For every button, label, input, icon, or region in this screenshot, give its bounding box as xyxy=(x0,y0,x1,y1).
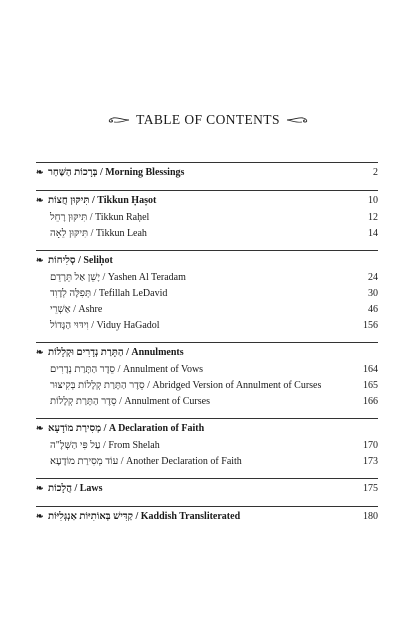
toc-entry-label: יָשֵׁן אַל תֵּרָדֵם / Yashen Al Teradam xyxy=(50,272,186,283)
toc-entry-label: תְּפִלָּה לְדָוִד / Tefillah LeDavid xyxy=(50,288,168,299)
toc-entry[interactable] xyxy=(36,272,378,288)
toc-entry[interactable] xyxy=(36,304,378,320)
toc-section xyxy=(36,250,378,342)
toc-section-heading[interactable] xyxy=(36,423,378,440)
toc-section xyxy=(36,506,378,534)
toc-entry-label: עוֹד מְסִירַת מוֹדָעָא / Another Declaration of Faith xyxy=(50,456,242,467)
toc-page-number: 166 xyxy=(363,396,378,407)
toc-entry[interactable] xyxy=(36,396,378,412)
bullet-icon: ❧ xyxy=(36,347,44,357)
toc-entry-label: אַשְׁרֵי / Ashre xyxy=(50,304,103,315)
toc-page-number: 175 xyxy=(363,483,378,494)
bullet-icon: ❧ xyxy=(36,255,44,265)
toc-page-number: 173 xyxy=(363,456,378,467)
toc-entry[interactable] xyxy=(36,380,378,396)
toc-entry[interactable] xyxy=(36,288,378,304)
bullet-icon: ❧ xyxy=(36,511,44,521)
toc-entry-label: תִּיקּוּן לֵאָה / Tikkun Leah xyxy=(50,228,147,239)
toc-page-number: 24 xyxy=(368,272,378,283)
bullet-icon: ❧ xyxy=(36,195,44,205)
right-flourish-icon xyxy=(286,115,312,125)
toc-entry[interactable] xyxy=(36,456,378,472)
bullet-icon: ❧ xyxy=(36,483,44,493)
toc-section-heading[interactable] xyxy=(36,483,378,500)
toc-page-number: 46 xyxy=(368,304,378,315)
toc-entry[interactable] xyxy=(36,440,378,456)
toc-entry[interactable] xyxy=(36,212,378,228)
toc-list xyxy=(36,162,378,534)
toc-entry[interactable] xyxy=(36,320,378,336)
toc-section-heading[interactable] xyxy=(36,347,378,364)
toc-entry-label: סֵדֶר הַתָּרַת קְלָלוֹת בְּקִיצּוּר / Abridged Version of Annulment of Curses xyxy=(50,380,322,391)
toc-entry-label: סֵדֶר הַתָּרַת קְלָלוֹת / Annulment of Curses xyxy=(50,396,210,407)
toc-page-number: 14 xyxy=(368,228,378,239)
bullet-icon: ❧ xyxy=(36,167,44,177)
toc-entry-label: תִּיקּוּן רָחֵל / Tikkun Raḥel xyxy=(50,212,150,223)
toc-page-number: 10 xyxy=(368,195,378,206)
toc-page-number: 180 xyxy=(363,511,378,522)
toc-entry-label: סֵדֶר הַתָּרַת נְדָרִים / Annulment of Vows xyxy=(50,364,204,375)
toc-page-number: 156 xyxy=(363,320,378,331)
toc-section xyxy=(36,162,378,190)
toc-section-heading[interactable] xyxy=(36,255,378,272)
toc-heading-label: בְּרָכוֹת הַשַּׁחַר / Morning Blessings xyxy=(48,167,185,178)
toc-section-heading[interactable] xyxy=(36,167,378,184)
toc-heading-label: קַדִּישׁ בְּאוֹתִיּוֹת אַנְגְּלִיּוֹת / Kaddish Transliterated xyxy=(48,511,241,522)
toc-page-number: 2 xyxy=(373,167,378,178)
bullet-icon: ❧ xyxy=(36,423,44,433)
toc-section-heading[interactable] xyxy=(36,195,378,212)
toc-page-number: 164 xyxy=(363,364,378,375)
toc-entry[interactable] xyxy=(36,364,378,380)
toc-entry-label: וִידּוּי הַגָּדוֹל / Viduy HaGadol xyxy=(50,320,160,331)
toc-page-number: 165 xyxy=(363,380,378,391)
toc-heading-label: תִּיקּוּן חֲצוֹת / Tikkun Ḥaṣot xyxy=(48,195,157,206)
toc-heading-label: סְלִיחוֹת / Seliḥot xyxy=(48,255,113,266)
toc-section xyxy=(36,478,378,506)
toc-page-number: 30 xyxy=(368,288,378,299)
left-flourish-icon xyxy=(104,115,130,125)
toc-heading-label: הַתָּרַת נְדָרִים וּקְלָלוֹת / Annulments xyxy=(48,347,184,358)
toc-section xyxy=(36,190,378,250)
toc-page-number: 12 xyxy=(368,212,378,223)
toc-section xyxy=(36,418,378,478)
toc-heading-label: מְסִירַת מוֹדָעָא / A Declaration of Faith xyxy=(48,423,205,434)
toc-section-heading[interactable] xyxy=(36,511,378,528)
toc-page-number: 170 xyxy=(363,440,378,451)
toc-entry-label: עַל פִּי הַשְּׁלָ"ה / From Shelah xyxy=(50,440,160,451)
page-title: TABLE OF CONTENTS xyxy=(136,112,280,127)
title-row xyxy=(0,112,416,128)
toc-heading-label: הֲלָכוֹת / Laws xyxy=(48,483,103,494)
toc-section xyxy=(36,342,378,418)
toc-entry[interactable] xyxy=(36,228,378,244)
